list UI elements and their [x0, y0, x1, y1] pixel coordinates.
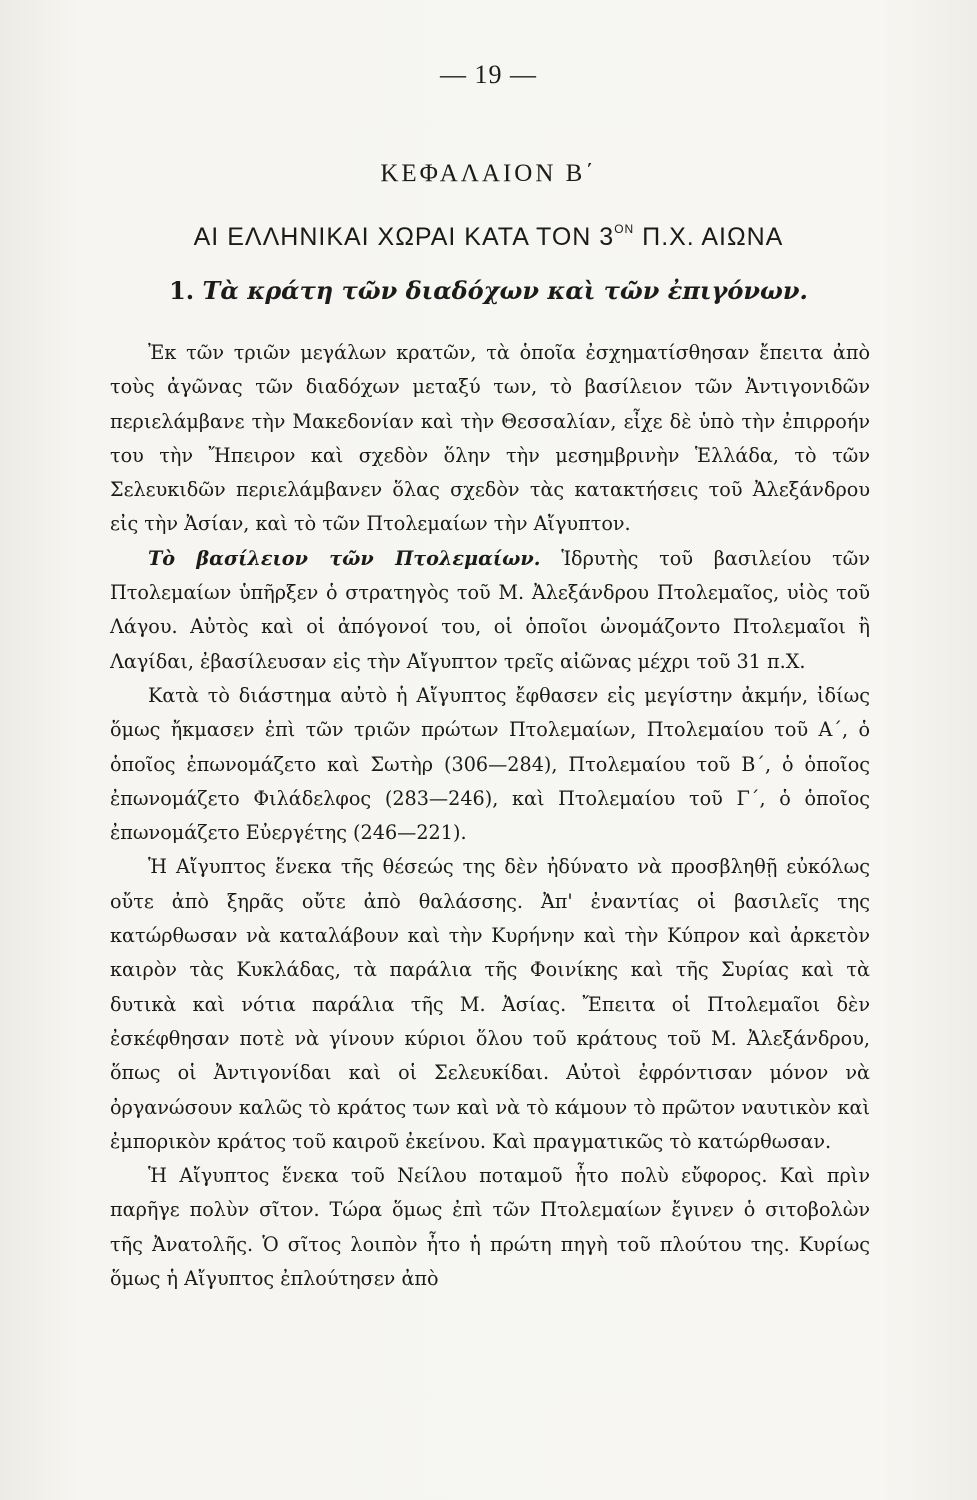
chapter-subtitle: [0, 222, 977, 252]
chapter-subtitle-end: Π.Χ. ΑΙΩΝΑ: [634, 223, 784, 251]
page-number: — 19 —: [440, 60, 537, 89]
paragraph-5: Ἡ Αἴγυπτος ἕνεκα τοῦ Νείλου ποταμοῦ ἦτο πολὺ εὔφορος. Καὶ πρὶν παρῆγε πολὺν σῖτον. Τώρα ὅμως ἐπὶ τῶν Πτολεμαίων ἔγινεν ὁ σιτοβολὼν τῆς Ἀνατολῆς. Ὁ σῖτος λοιπὸν ἦτο ἡ πρώτη πηγὴ τοῦ πλούτου της. Κυρίως ὅμως ἡ Αἴγυπτος ἐπλούτησεν ἀπὸ: [110, 1164, 870, 1291]
paragraph-subhead: Τὸ βασίλειον τῶν Πτολεμαίων.: [148, 546, 541, 570]
section-title: Τὰ κράτη τῶν διαδόχων καὶ τῶν ἐπιγόνων.: [202, 276, 808, 305]
paragraph-4: Ἡ Αἴγυπτος ἕνεκα τῆς θέσεώς της δὲν ἠδύνατο νὰ προσβληθῇ εὐκόλως οὔτε ἀπὸ ξηρᾶς οὔτε ἀπὸ θαλάσσης. Ἀπ' ἐναντίας οἱ βασιλεῖς της κατώρθωσαν νὰ καταλάβουν καὶ τὴν Κυρήνην καὶ τὴν Κύπρον καὶ ἀρκετὸν καιρὸν τὰς Κυκλάδας, τὰ παράλια τῆς Φοινίκης καὶ τῆς Συρίας καὶ τὰ δυτικὰ καὶ νότια παράλια τῆς Μ. Ἀσίας. Ἔπειτα οἱ Πτολεμαῖοι δὲν ἐσκέφθησαν ποτὲ νὰ γίνουν κύριοι ὅλου τοῦ κράτους τοῦ Μ. Ἀλεξάνδρου, ὅπως οἱ Ἀντιγονίδαι καὶ οἱ Σελευκίδαι. Αὐτοὶ ἐφρόντισαν μόνον νὰ ὀργανώσουν καλῶς τὸ κράτος των καὶ νὰ τὸ κάμουν τὸ πρῶτον ναυτικὸν καὶ ἐμπορικὸν κράτος τοῦ καιροῦ ἐκείνου. Καὶ πραγματικῶς τὸ κατώρθωσαν.: [110, 855, 870, 1153]
paragraph-1: Ἐκ τῶν τριῶν μεγάλων κρατῶν, τὰ ὁποῖα ἐσχηματίσθησαν ἔπειτα ἀπὸ τοὺς ἀγῶνας τῶν διαδόχων μεταξύ των, τὸ βασίλειον τῶν Ἀντιγονιδῶν περιελάμβανε τὴν Μακεδονίαν καὶ τὴν Θεσσαλίαν, εἶχε δὲ ὑπὸ τὴν ἐπιρροήν του τὴν Ἤπειρον καὶ σχεδὸν ὅλην τὴν μεσημβρινὴν Ἑλλάδα, τὸ τῶν Σελευκιδῶν περιελάμβανεν ὅλας σχεδὸν τὰς κατακτήσεις τοῦ Ἀλεξάνδρου εἰς τὴν Ἀσίαν, καὶ τὸ τῶν Πτολεμαίων τὴν Αἴγυπτον.: [110, 341, 870, 536]
chapter-subtitle-ordinal: ΟΝ: [614, 222, 635, 236]
body-text: [110, 336, 870, 1296]
section-number: 1.: [169, 276, 195, 305]
chapter-title: ΚΕΦΑΛΑΙΟΝ Β΄: [380, 160, 597, 187]
chapter-subtitle-main: ΑΙ ΕΛΛΗΝΙΚΑΙ ΧΩΡΑΙ ΚΑΤΑ ΤΟΝ 3: [193, 223, 615, 251]
paragraph-3: Κατὰ τὸ διάστημα αὐτὸ ἡ Αἴγυπτος ἔφθασεν εἰς μεγίστην ἀκμήν, ἰδίως ὅμως ἤκμασεν ἐπὶ τῶν τριῶν πρώτων Πτολεμαίων, Πτολεμαίου τοῦ Α΄, ὁ ὁποῖος ἐπωνομάζετο καὶ Σωτὴρ (306—284), Πτολεμαίου τοῦ Β΄, ὁ ὁποῖος ἐπωνομάζετο Φιλάδελφος (283—246), καὶ Πτολεμαίου τοῦ Γ΄, ὁ ὁποῖος ἐπωνομάζετο Εὐεργέτης (246—221).: [110, 683, 870, 845]
paragraph-2-text: Ἱδρυτὴς τοῦ βασιλείου τῶν Πτολεμαίων ὑπῆρξεν ὁ στρατηγὸς τοῦ Μ. Ἀλεξάνδρου Πτολεμαῖος, υἱὸς τοῦ Λάγου. Αὐτὸς καὶ οἱ ἀπόγονοί του, οἱ ὁποῖοι ὠνομάζοντο Πτολεμαῖοι ἢ Λαγίδαι, ἐβασίλευσαν εἰς τὴν Αἴγυπτον τρεῖς αἰῶνας μέχρι τοῦ 31 π.Χ.: [110, 546, 870, 673]
section-heading: [0, 276, 977, 305]
paragraph-2: [110, 542, 870, 679]
